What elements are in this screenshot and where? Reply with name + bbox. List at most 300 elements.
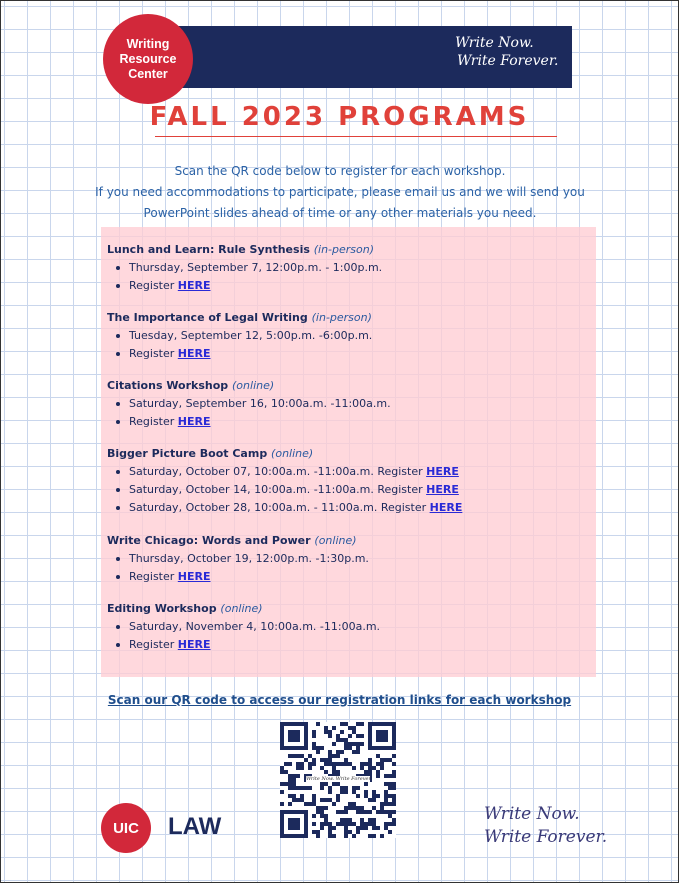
workshop-format: (online) [314, 534, 357, 547]
workshop-session-item [107, 481, 462, 499]
qr-module [312, 802, 316, 806]
qr-module [332, 782, 336, 786]
qr-module [316, 810, 320, 814]
qr-module [392, 770, 396, 774]
qr-module [392, 782, 396, 786]
qr-module [360, 826, 364, 830]
qr-module [312, 758, 316, 762]
qr-module [372, 826, 376, 830]
qr-module [300, 754, 304, 758]
qr-module [332, 726, 336, 730]
workshop-session-item [107, 463, 462, 481]
footer-slogan [484, 803, 607, 849]
qr-module [320, 810, 324, 814]
qr-module [388, 794, 392, 798]
qr-module [372, 818, 376, 822]
qr-module [364, 770, 368, 774]
qr-module [352, 834, 356, 838]
workshop-title-text: Bigger Picture Boot Camp [107, 447, 268, 460]
title-underline [155, 136, 557, 137]
qr-module [352, 786, 356, 790]
qr-module [376, 762, 380, 766]
qr-module [344, 806, 348, 810]
qr-module [328, 822, 332, 826]
workshop-block [107, 444, 462, 517]
qr-module [364, 822, 368, 826]
qr-module [304, 802, 308, 806]
qr-module [348, 806, 352, 810]
qr-module [352, 766, 356, 770]
qr-module [316, 722, 320, 726]
session-text: Register [129, 347, 178, 360]
register-here-link[interactable]: HERE [426, 483, 459, 496]
qr-module [280, 782, 284, 786]
qr-module [356, 810, 360, 814]
workshop-session-list [107, 618, 380, 654]
workshop-title-text: The Importance of Legal Writing [107, 311, 308, 324]
qr-module [368, 834, 372, 838]
register-here-link[interactable]: HERE [177, 347, 211, 360]
header-slogan-line1: Write Now. [455, 35, 534, 51]
qr-module [384, 822, 388, 826]
qr-module [368, 798, 372, 802]
qr-module [312, 794, 316, 798]
qr-module [384, 790, 388, 794]
qr-module [364, 790, 368, 794]
qr-module [348, 742, 352, 746]
qr-module [340, 762, 344, 766]
qr-module [328, 730, 332, 734]
qr-module [312, 746, 316, 750]
qr-module [388, 782, 392, 786]
workshop-session-item [107, 550, 369, 568]
qr-module [344, 722, 348, 726]
qr-module [348, 746, 352, 750]
qr-module [288, 762, 292, 766]
qr-module [368, 810, 372, 814]
qr-module [316, 834, 320, 838]
qr-module [324, 758, 328, 762]
intro-text [60, 161, 620, 224]
qr-module [308, 766, 312, 770]
qr-module [388, 786, 392, 790]
qr-module [336, 734, 340, 738]
qr-module [348, 822, 352, 826]
qr-module [336, 762, 340, 766]
qr-module [332, 742, 336, 746]
qr-module [332, 826, 336, 830]
qr-module [292, 774, 296, 778]
session-text: Saturday, October 28, 10:00a.m. - 11:00a.m. Register [129, 501, 430, 514]
qr-module [356, 746, 360, 750]
qr-module [320, 822, 324, 826]
qr-module [380, 810, 384, 814]
qr-finder-inner [376, 730, 388, 742]
qr-module [384, 826, 388, 830]
qr-module [344, 830, 348, 834]
workshop-session-list [107, 395, 391, 431]
qr-module [392, 754, 396, 758]
workshop-title-text: Editing Workshop [107, 602, 217, 615]
law-logo-text: LAW [168, 813, 222, 840]
qr-module [392, 798, 396, 802]
qr-module [320, 782, 324, 786]
qr-module [280, 770, 284, 774]
qr-module [284, 782, 288, 786]
qr-module [364, 762, 368, 766]
qr-module [352, 790, 356, 794]
workshop-session-list [107, 550, 369, 586]
qr-module [308, 786, 312, 790]
qr-module [324, 798, 328, 802]
qr-module [372, 806, 376, 810]
register-here-link[interactable]: HERE [177, 279, 211, 292]
qr-module [352, 750, 356, 754]
qr-module [320, 746, 324, 750]
qr-module [388, 822, 392, 826]
qr-module [328, 750, 332, 754]
register-here-link[interactable]: HERE [426, 465, 459, 478]
workshop-session-item [107, 259, 382, 277]
session-text: Tuesday, September 12, 5:00p.m. -6:00p.m. [129, 329, 373, 342]
qr-module [372, 822, 376, 826]
qr-module [332, 762, 336, 766]
qr-module [328, 826, 332, 830]
workshop-format: (online) [271, 447, 314, 460]
qr-module [352, 742, 356, 746]
workshop-session-item [107, 413, 391, 431]
qr-module [356, 750, 360, 754]
qr-module [304, 786, 308, 790]
qr-module [336, 754, 340, 758]
qr-module [336, 810, 340, 814]
workshop-session-item [107, 277, 382, 295]
qr-module [300, 794, 304, 798]
qr-module [336, 770, 340, 774]
qr-module [376, 774, 380, 778]
intro-line1: Scan the QR code below to register for each workshop. [174, 164, 506, 178]
qr-module [324, 762, 328, 766]
register-here-link[interactable]: HERE [177, 638, 211, 651]
qr-module [288, 778, 292, 782]
qr-module [368, 822, 372, 826]
workshop-block [107, 376, 391, 431]
qr-module [372, 790, 376, 794]
qr-module [296, 786, 300, 790]
qr-module [296, 766, 300, 770]
qr-module [288, 754, 292, 758]
qr-module [368, 758, 372, 762]
qr-module [288, 782, 292, 786]
register-here-link[interactable]: HERE [429, 501, 463, 514]
workshop-title [107, 444, 462, 463]
qr-module [392, 810, 396, 814]
workshop-session-item [107, 568, 369, 586]
qr-module [320, 806, 324, 810]
qr-module [344, 758, 348, 762]
session-text: Thursday, September 7, 12:00p.m. - 1:00p.m. [129, 261, 383, 274]
qr-module [312, 742, 316, 746]
qr-module [380, 802, 384, 806]
qr-module [328, 798, 332, 802]
qr-module [392, 822, 396, 826]
scan-qr-link[interactable]: Scan our QR code to access our registration links for each workshop [107, 693, 572, 707]
qr-module [364, 794, 368, 798]
qr-module [340, 738, 344, 742]
workshop-format: (in-person) [311, 311, 372, 324]
uic-logo-text: UIC [113, 819, 139, 837]
workshop-title [107, 308, 372, 327]
qr-module [344, 746, 348, 750]
writing-resource-center-logo [103, 14, 193, 104]
qr-module [356, 734, 360, 738]
qr-module [356, 722, 360, 726]
qr-module [288, 802, 292, 806]
qr-module [344, 742, 348, 746]
qr-module [308, 762, 312, 766]
qr-module [328, 790, 332, 794]
qr-module [368, 818, 372, 822]
workshop-session-item [107, 618, 380, 636]
qr-module [340, 750, 344, 754]
qr-module [344, 826, 348, 830]
qr-module [340, 722, 344, 726]
workshop-title [107, 240, 382, 259]
qr-module [288, 794, 292, 798]
qr-module [328, 786, 332, 790]
qr-module [316, 830, 320, 834]
qr-module [304, 758, 308, 762]
qr-module [320, 758, 324, 762]
qr-module [364, 782, 368, 786]
session-text: Thursday, October 19, 12:00p.m. -1:30p.m. [129, 552, 369, 565]
intro-line2: If you need accommodations to participate, please email us and we will send you [95, 185, 585, 199]
qr-module [384, 774, 388, 778]
qr-module [348, 734, 352, 738]
qr-module [392, 818, 396, 822]
qr-module [344, 786, 348, 790]
workshop-session-item [107, 499, 462, 517]
qr-module [328, 758, 332, 762]
qr-module [320, 766, 324, 770]
workshop-session-item [107, 327, 372, 345]
qr-module [300, 766, 304, 770]
qr-module [360, 822, 364, 826]
qr-module [328, 734, 332, 738]
qr-module [344, 818, 348, 822]
qr-module [360, 806, 364, 810]
qr-module [280, 802, 284, 806]
qr-module [380, 758, 384, 762]
qr-module [384, 802, 388, 806]
qr-module [284, 770, 288, 774]
qr-module [388, 774, 392, 778]
qr-module [332, 766, 336, 770]
qr-module [324, 814, 328, 818]
qr-module [388, 814, 392, 818]
qr-module [356, 806, 360, 810]
qr-module [348, 726, 352, 730]
workshop-format: (online) [220, 602, 263, 615]
workshop-format: (in-person) [313, 243, 375, 256]
footer-slogan-line2: Write Forever. [484, 827, 608, 847]
qr-module [340, 822, 344, 826]
qr-module [392, 774, 396, 778]
qr-module [392, 802, 396, 806]
qr-module [364, 810, 368, 814]
workshop-block [107, 531, 369, 586]
uic-logo [101, 803, 151, 853]
qr-module [324, 818, 328, 822]
qr-module [340, 810, 344, 814]
qr-module [376, 810, 380, 814]
workshop-title [107, 599, 380, 618]
qr-module [300, 762, 304, 766]
qr-module [384, 758, 388, 762]
qr-module [376, 754, 380, 758]
qr-module [364, 826, 368, 830]
qr-module [316, 806, 320, 810]
session-text: Saturday, October 14, 10:00a.m. -11:00a.m. Register [129, 483, 427, 496]
qr-module [360, 818, 364, 822]
qr-module [360, 742, 364, 746]
qr-module [352, 802, 356, 806]
qr-module [384, 794, 388, 798]
qr-module [376, 770, 380, 774]
qr-module [388, 802, 392, 806]
qr-module [320, 826, 324, 830]
qr-module [388, 830, 392, 834]
workshop-session-list [107, 463, 462, 517]
qr-module [324, 822, 328, 826]
qr-module [312, 798, 316, 802]
qr-module [352, 822, 356, 826]
register-here-link[interactable]: HERE [177, 570, 211, 583]
qr-module [320, 798, 324, 802]
qr-module [300, 786, 304, 790]
qr-module [336, 822, 340, 826]
qr-module [392, 794, 396, 798]
qr-module [344, 738, 348, 742]
qr-module [368, 770, 372, 774]
qr-module [368, 766, 372, 770]
qr-module [336, 782, 340, 786]
qr-code[interactable] [280, 722, 396, 838]
session-text: Saturday, September 16, 10:00a.m. -11:00a.m. [129, 397, 391, 410]
qr-module [360, 762, 364, 766]
qr-module [360, 734, 364, 738]
qr-module [356, 786, 360, 790]
workshop-session-item [107, 345, 372, 363]
qr-module [356, 794, 360, 798]
workshop-title [107, 376, 391, 395]
qr-module [332, 834, 336, 838]
qr-module [332, 802, 336, 806]
session-text: Register [129, 638, 178, 651]
session-text: Saturday, November 4, 10:00a.m. -11:00a.m. [129, 620, 381, 633]
qr-module [340, 790, 344, 794]
qr-module [340, 786, 344, 790]
qr-module [324, 782, 328, 786]
qr-module [292, 794, 296, 798]
qr-finder-inner [288, 818, 300, 830]
qr-module [324, 806, 328, 810]
qr-module [288, 786, 292, 790]
qr-module [348, 802, 352, 806]
qr-module [280, 790, 284, 794]
qr-module [288, 774, 292, 778]
session-text: Register [129, 570, 178, 583]
qr-module [296, 798, 300, 802]
qr-module [332, 770, 336, 774]
qr-module [312, 814, 316, 818]
qr-caption: Write Now. Write Forever. [306, 776, 372, 782]
qr-module [344, 822, 348, 826]
qr-module [312, 730, 316, 734]
workshop-block [107, 308, 372, 363]
qr-module [376, 826, 380, 830]
header-slogan-line2: Write Forever. [457, 53, 559, 69]
workshop-session-list [107, 259, 382, 295]
qr-module [336, 738, 340, 742]
qr-module [372, 794, 376, 798]
qr-module [392, 786, 396, 790]
qr-module [332, 754, 336, 758]
qr-module [356, 742, 360, 746]
qr-finder-inner [288, 730, 300, 742]
qr-module [312, 830, 316, 834]
qr-module [296, 762, 300, 766]
workshop-title [107, 531, 369, 550]
qr-module [384, 782, 388, 786]
qr-module [320, 786, 324, 790]
qr-module [352, 730, 356, 734]
qr-module [348, 830, 352, 834]
qr-module [380, 766, 384, 770]
qr-module [296, 774, 300, 778]
workshop-title-text: Lunch and Learn: Rule Synthesis [107, 243, 310, 256]
qr-module [328, 754, 332, 758]
qr-module [360, 766, 364, 770]
qr-module [384, 798, 388, 802]
qr-module [376, 794, 380, 798]
qr-module [360, 810, 364, 814]
qr-module [336, 750, 340, 754]
header-slogan [455, 34, 570, 70]
qr-module [372, 798, 376, 802]
qr-module [348, 818, 352, 822]
qr-module [344, 810, 348, 814]
qr-module [356, 830, 360, 834]
qr-module [384, 810, 388, 814]
qr-module [292, 778, 296, 782]
qr-module [372, 834, 376, 838]
qr-module [292, 798, 296, 802]
intro-line3: PowerPoint slides ahead of time or any other materials you need. [143, 206, 537, 220]
qr-module [300, 798, 304, 802]
workshop-format: (online) [232, 379, 275, 392]
qr-module [320, 814, 324, 818]
register-here-link[interactable]: HERE [177, 415, 211, 428]
qr-module [344, 762, 348, 766]
qr-module [324, 770, 328, 774]
qr-module [352, 726, 356, 730]
qr-module [368, 762, 372, 766]
qr-module [340, 818, 344, 822]
qr-module [292, 786, 296, 790]
qr-module [380, 834, 384, 838]
qr-module [292, 754, 296, 758]
